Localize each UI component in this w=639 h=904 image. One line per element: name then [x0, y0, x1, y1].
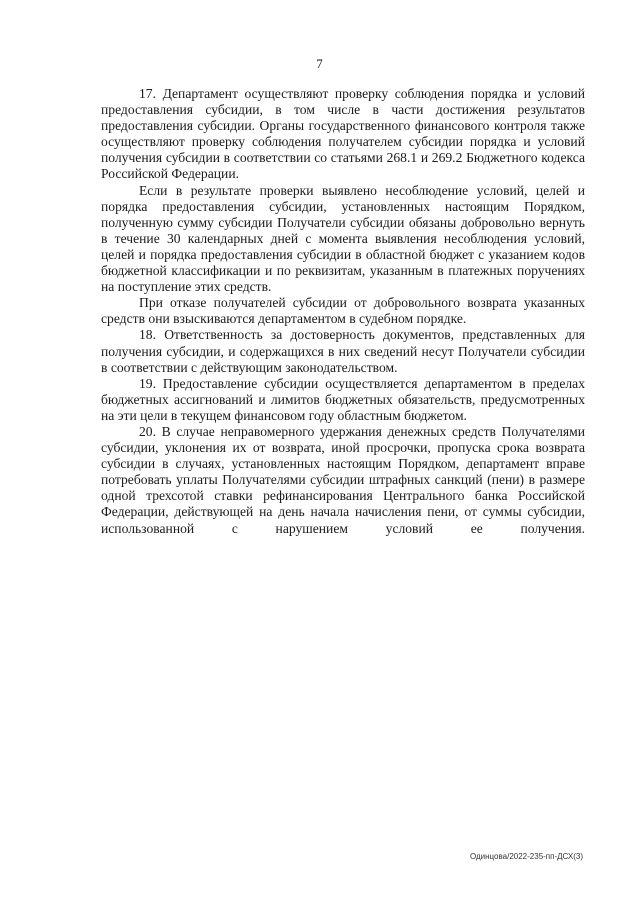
- paragraph-20: 20. В случае неправомерного удержания денежных средств Получателями субсидии, уклонения их от возврата, иной просрочки, пропуска срока возврата субсидии в случаях, установленных настоящим Порядком, департамент вправе потребовать уплаты Получателями субсидии штрафных санкций (пени) в размере одной трехсотой ставки рефинансирования Центрального банка Российской Федерации, действующей на день начала начисления пени, от суммы субсидии, использованной с нарушением условий ее получения.: [101, 423, 585, 536]
- paragraph-19: 19. Предоставление субсидии осуществляется департаментом в пределах бюджетных ассигнований и лимитов бюджетных обязательств, предусмотренных на эти цели в текущем финансовом году областным бюджетом.: [101, 375, 585, 423]
- paragraph-17: 17. Департамент осуществляют проверку соблюдения порядка и условий предоставления субсидии, в том числе в части достижения результатов предоставления субсидии. Органы государственного финансового контроля также осуществляют проверку соблюдения получателем субсидии порядка и условий получения субсидии в соответствии со статьями 268.1 и 269.2 Бюджетного кодекса Российской Федерации.: [101, 86, 585, 182]
- document-code: Одинцова/2022-235-пп-ДСХ(3): [469, 852, 583, 861]
- document-body: [101, 86, 585, 537]
- page-number: 7: [316, 56, 323, 71]
- paragraph-refund-conditions: Если в результате проверки выявлено несоблюдение условий, целей и порядка предоставления субсидии, установленных настоящим Порядком, полученную сумму субсидии Получатели субсидии обязаны добровольно вернуть в течение 30 календарных дней с момента выявления несоблюдения условий, целей и порядка предоставления субсидии в областной бюджет с указанием кодов бюджетной классификации и по реквизитам, указанным в платежных поручениях на поступление этих средств.: [101, 182, 585, 295]
- paragraph-refusal: При отказе получателей субсидии от добровольного возврата указанных средств они взыскиваются департаментом в судебном порядке.: [101, 295, 585, 327]
- paragraph-18: 18. Ответственность за достоверность документов, представленных для получения субсидии, и содержащихся в них сведений несут Получатели субсидии в соответствии с действующим законодательством.: [101, 327, 585, 375]
